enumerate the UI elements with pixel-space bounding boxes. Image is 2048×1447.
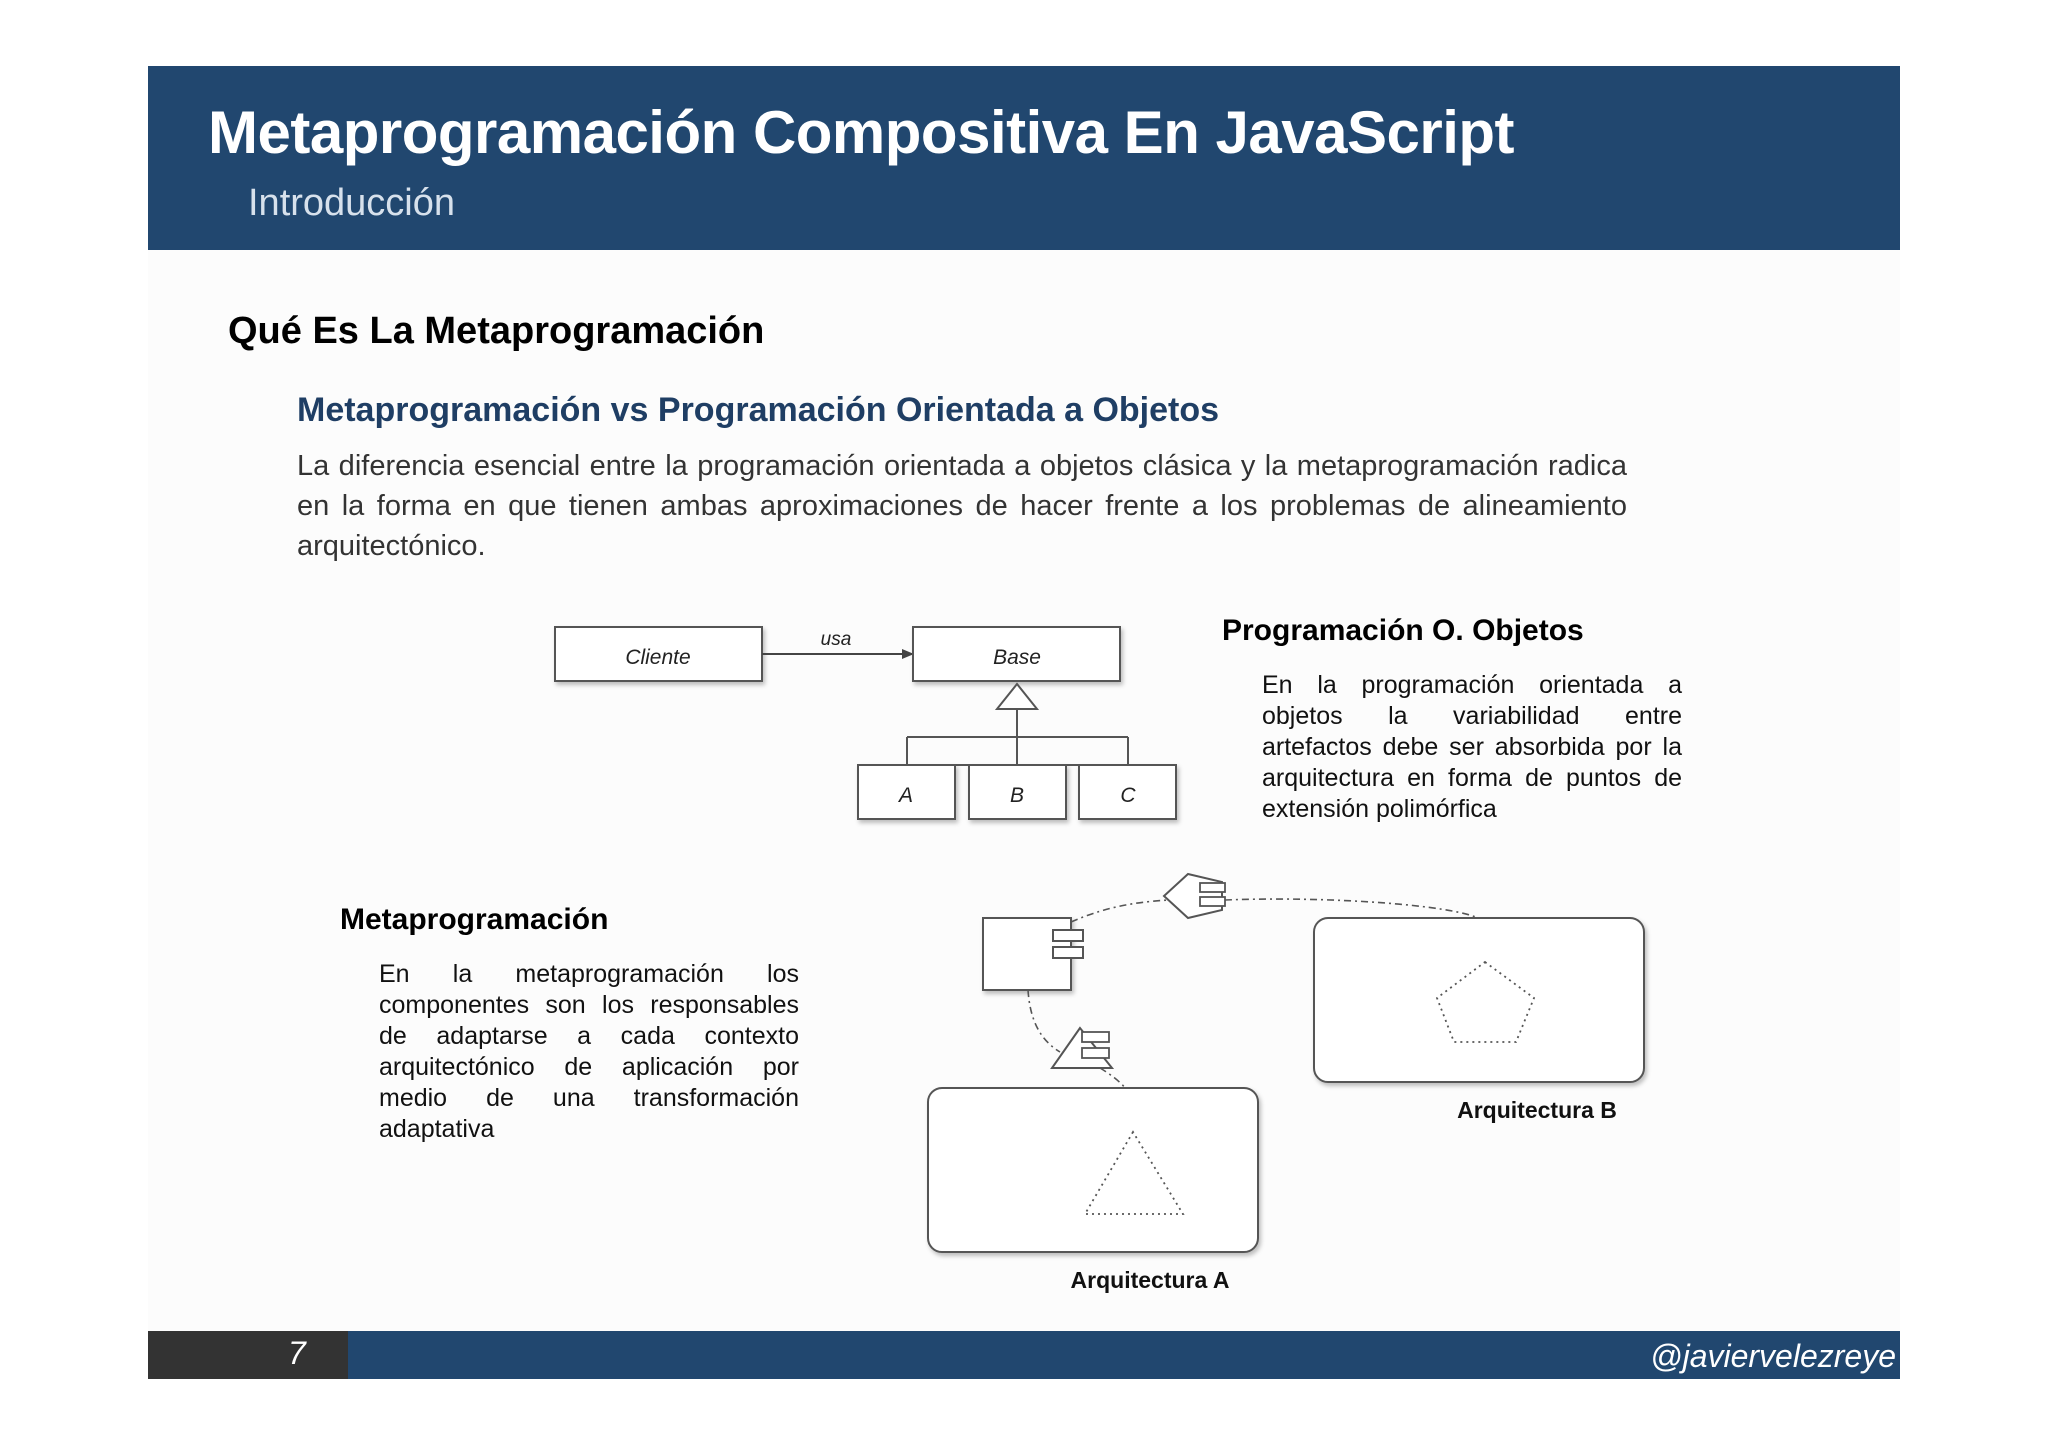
base-label: Base [993, 646, 1041, 669]
oop-heading: Programación O. Objetos [1222, 614, 1584, 647]
intro-paragraph: La diferencia esencial entre la programación orientada a objetos clásica y la metaprogramación radica en la forma en que tienen ambas aproximaciones de hacer frente a los problemas de alineamiento arquitectónico. [297, 450, 1627, 562]
transform-path-b-1 [1071, 900, 1168, 922]
footer-page-block [148, 1331, 348, 1379]
slide-title: Metaprogramación Compositiva En JavaScript [208, 99, 1515, 166]
page-number: 7 [288, 1335, 306, 1371]
transform-path-a-1 [1028, 990, 1060, 1052]
architecture-a-label: Arquitectura A [1070, 1267, 1230, 1293]
client-class-box [555, 627, 762, 681]
inheritance-triangle-icon [997, 684, 1037, 709]
class-b-label: B [1009, 784, 1025, 807]
section-heading: Qué Es La Metaprogramación [228, 310, 765, 352]
section-subheading: Metaprogramación vs Programación Orientada a Objetos [297, 391, 1220, 429]
slide-subtitle: Introducción [248, 182, 456, 224]
meta-description: En la metaprogramación los componentes son los responsables de adaptarse a cada contexto arquitectónico de aplicación por medio de una transformación adaptativa [379, 960, 799, 1143]
author-handle: @javiervelezreye [1650, 1338, 1896, 1374]
architecture-a-box [928, 1088, 1258, 1252]
architecture-b-box [1314, 918, 1644, 1082]
oop-description: En la programación orientada a objetos la variabilidad entre artefactos debe ser absorbida por la arquitectura en forma de puntos de extensión polimórfica [1262, 671, 1682, 823]
uses-label: usa [820, 629, 852, 650]
architecture-b-label: Arquitectura B [1457, 1097, 1617, 1123]
class-a-box [858, 765, 955, 819]
class-b-box [969, 765, 1066, 819]
class-a-label: A [898, 784, 914, 807]
component-icon [983, 918, 1083, 990]
client-label: Cliente [625, 646, 691, 669]
uml-class-diagram [555, 627, 1176, 819]
class-c-box [1079, 765, 1176, 819]
pentagon-component-icon [1164, 874, 1225, 918]
base-class-box [913, 627, 1120, 681]
class-c-label: C [1120, 784, 1136, 807]
meta-heading: Metaprogramación [340, 903, 609, 936]
metaprogramming-diagram [928, 874, 1644, 1293]
triangle-component-icon [1052, 1028, 1112, 1068]
